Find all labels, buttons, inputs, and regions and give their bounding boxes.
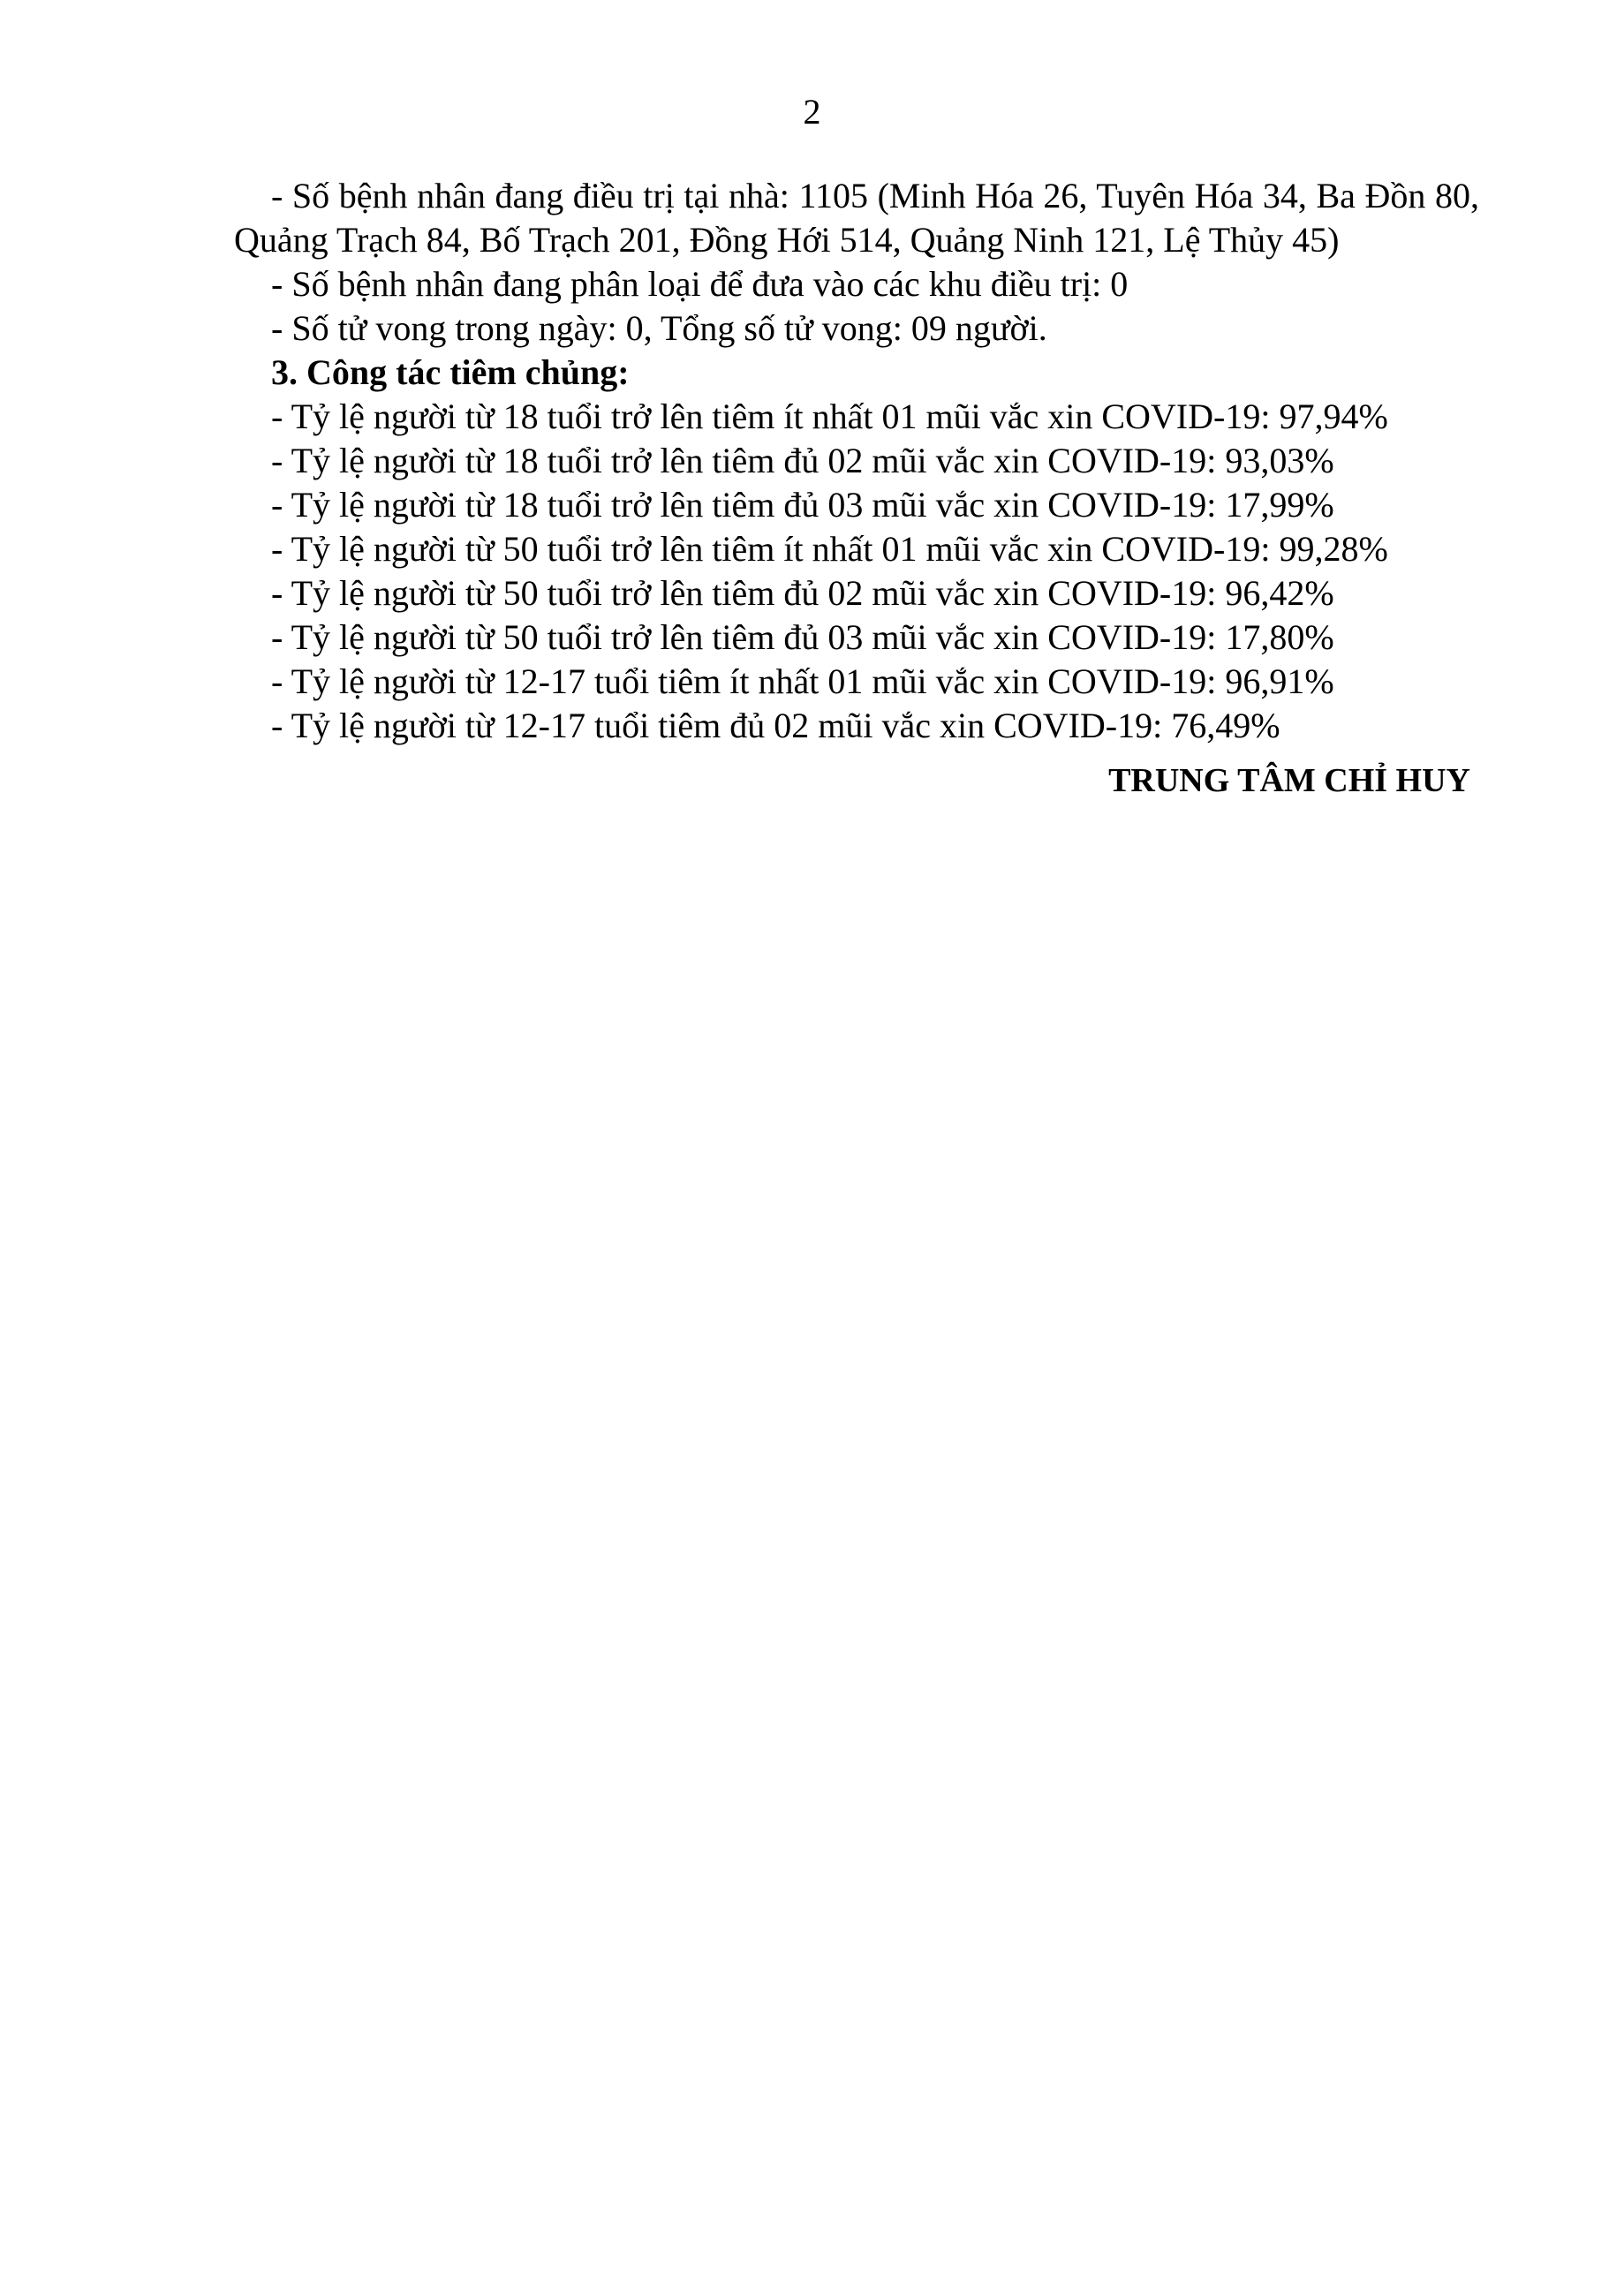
- home-treatment-paragraph: - Số bệnh nhân đang điều trị tại nhà: 1105 (Minh Hóa 26, Tuyên Hóa 34, Ba Đồn 80, Quảng Trạch 84, Bố Trạch 201, Đồng Hới 514, Quảng Ninh 121, Lệ Thủy 45): [234, 176, 1479, 260]
- vaccination-heading: 3. Công tác tiêm chủng:: [271, 352, 630, 392]
- classifying-paragraph: - Số bệnh nhân đang phân loại để đưa vào các khu điều trị: 0: [271, 264, 1129, 304]
- vaccination-line: - Tỷ lệ người từ 18 tuổi trở lên tiêm đủ 03 mũi vắc xin COVID-19: 17,99%: [271, 485, 1334, 525]
- vaccination-list: [234, 395, 1479, 748]
- vaccination-line: - Tỷ lệ người từ 12-17 tuổi tiêm ít nhất 01 mũi vắc xin COVID-19: 96,91%: [271, 661, 1334, 701]
- vaccination-line: - Tỷ lệ người từ 50 tuổi trở lên tiêm đủ 02 mũi vắc xin COVID-19: 96,42%: [271, 573, 1334, 613]
- vaccination-line: - Tỷ lệ người từ 12-17 tuổi tiêm đủ 02 mũi vắc xin COVID-19: 76,49%: [271, 706, 1280, 745]
- document-body: [234, 174, 1479, 803]
- vaccination-line: - Tỷ lệ người từ 50 tuổi trở lên tiêm ít nhất 01 mũi vắc xin COVID-19: 99,28%: [271, 529, 1388, 569]
- vaccination-line: - Tỷ lệ người từ 50 tuổi trở lên tiêm đủ 03 mũi vắc xin COVID-19: 17,80%: [271, 617, 1334, 657]
- vaccination-line: - Tỷ lệ người từ 18 tuổi trở lên tiêm ít nhất 01 mũi vắc xin COVID-19: 97,94%: [271, 397, 1388, 436]
- page-number: 2: [803, 92, 821, 132]
- signature-block: TRUNG TÂM CHỈ HUY: [1108, 762, 1470, 799]
- vaccination-line: - Tỷ lệ người từ 18 tuổi trở lên tiêm đủ 02 mũi vắc xin COVID-19: 93,03%: [271, 441, 1334, 480]
- deaths-paragraph: - Số tử vong trong ngày: 0, Tổng số tử vong: 09 người.: [271, 308, 1047, 348]
